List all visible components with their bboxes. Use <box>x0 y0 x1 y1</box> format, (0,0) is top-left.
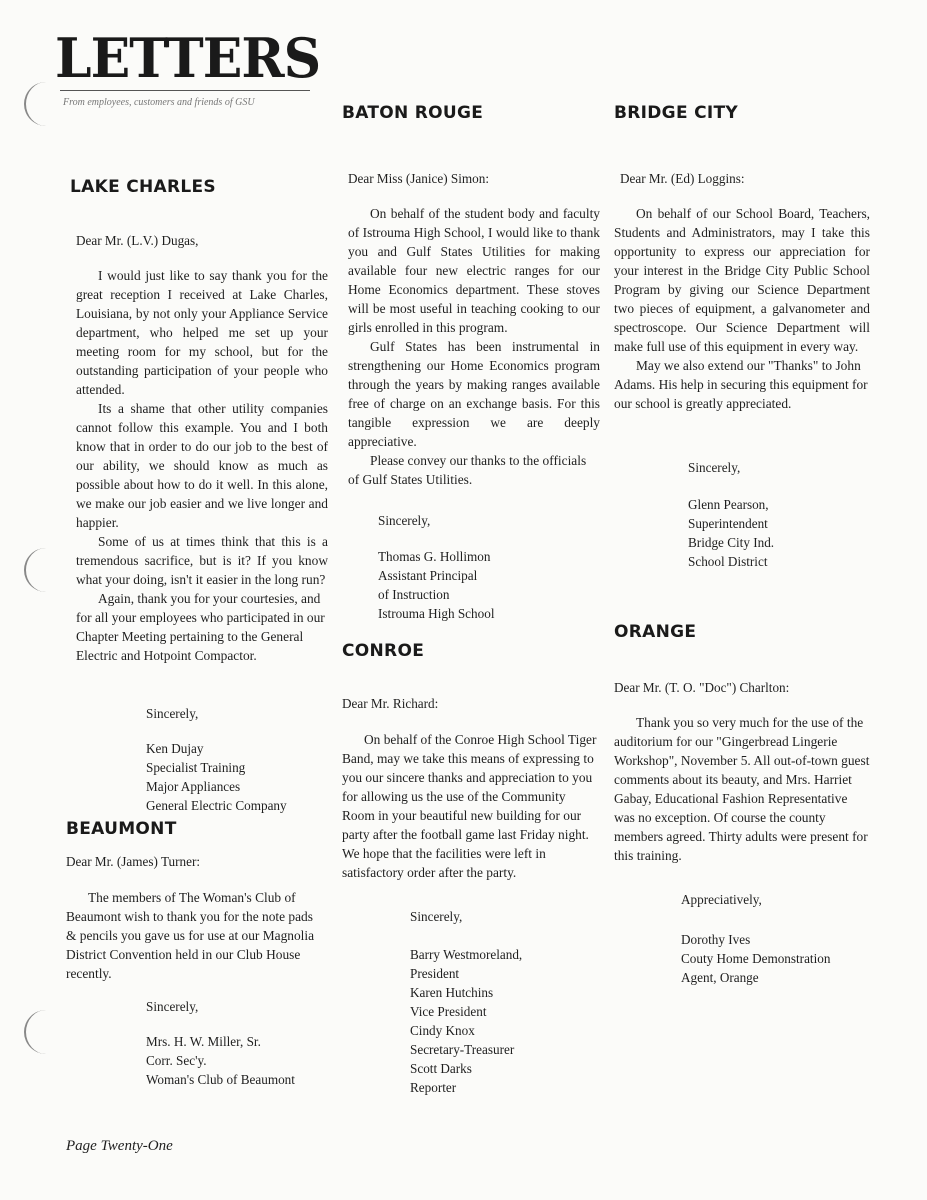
heading-beaumont: BEAUMONT <box>66 819 177 839</box>
signature <box>378 547 494 623</box>
signature-line: Barry Westmoreland, <box>410 947 523 962</box>
salutation: Dear Mr. (T. O. "Doc") Charlton: <box>614 680 790 695</box>
signature-line: Specialist Training <box>146 760 246 775</box>
letter-body <box>66 888 324 983</box>
paragraph: I would just like to say thank you for the great reception I received at Lake Charles, Louisiana, by not only your Appliance Service department, who helped me set up your meeting room for my school, but for the outstanding participation of your people who attended. <box>76 268 328 397</box>
letter-body <box>614 713 870 865</box>
signature-line: Karen Hutchins <box>410 985 494 1000</box>
paragraph: Please convey our thanks to the officials of Gulf States Utilities. <box>348 453 587 487</box>
paragraph: On behalf of the Conroe High School Tiger Band, may we take this means of expressing to you our sincere thanks and appreciation to you for allowing us the use of the Community Room in your beautiful new building for our party after the football game last Friday night. We hope that the facilities were left in satisfactory order after the party. <box>342 732 597 880</box>
signature-line: Ken Dujay <box>146 741 204 756</box>
signature-line: Assistant Principal <box>378 568 478 583</box>
heading-lake-charles: LAKE CHARLES <box>70 177 216 197</box>
heading-orange: ORANGE <box>614 622 697 642</box>
signature-line: Istrouma High School <box>378 606 495 621</box>
salutation: Dear Mr. Richard: <box>342 696 439 711</box>
binder-hole <box>24 548 48 592</box>
signature-line: Glenn Pearson, <box>688 497 769 512</box>
paragraph: The members of The Woman's Club of Beaumont wish to thank you for the note pads & pencils you gave us for use at our Magnolia District Convention held in our Club House recently. <box>66 890 315 981</box>
closing: Appreciatively, <box>681 892 762 907</box>
signature-line: President <box>410 966 460 981</box>
signature <box>681 930 830 987</box>
binder-hole <box>24 82 48 126</box>
signature-line: Bridge City Ind. <box>688 535 775 550</box>
signature-line: Woman's Club of Beaumont <box>146 1072 295 1087</box>
signature <box>146 1032 295 1089</box>
letter-body <box>342 730 598 882</box>
paragraph: Gulf States has been instrumental in strengthening our Home Economics program through the years by making ranges available free of charge on an exchange basis. For this tangible expression we are deeply appreciative. <box>348 339 600 449</box>
paragraph: May we also extend our "Thanks" to John Adams. His help in securing this equipment for our school is greatly appreciated. <box>614 358 868 411</box>
binder-hole <box>24 1010 48 1054</box>
signature-line: of Instruction <box>378 587 450 602</box>
signature-line: Corr. Sec'y. <box>146 1053 207 1068</box>
signature-line: Secretary-Treasurer <box>410 1042 515 1057</box>
signature-line: Superintendent <box>688 516 768 531</box>
letter-body <box>614 204 870 413</box>
signature-line: Reporter <box>410 1080 457 1095</box>
paragraph: Some of us at times think that this is a tremendous sacrifice, but is it? If you know what your doing, isn't it easier in the long run? <box>76 534 328 587</box>
signature-line: Major Appliances <box>146 779 241 794</box>
signature-line: General Electric Company <box>146 798 287 813</box>
heading-conroe: CONROE <box>342 641 425 661</box>
letter-body <box>76 266 328 665</box>
salutation: Dear Mr. (Ed) Loggins: <box>620 171 745 186</box>
salutation: Dear Miss (Janice) Simon: <box>348 171 490 186</box>
closing: Sincerely, <box>378 513 431 528</box>
paragraph: On behalf of our School Board, Teachers, Students and Administrators, may I take this opportunity to express our appreciation for your interest in the Bridge City Public School Program by giving our Science Department two pieces of equipment, a galvanometer and spectroscope. Our Science Department will make full use of this equipment in every way. <box>614 206 870 354</box>
signature-line: Vice President <box>410 1004 487 1019</box>
salutation: Dear Mr. (James) Turner: <box>66 854 201 869</box>
masthead-title: LETTERS <box>55 26 321 91</box>
paragraph: Again, thank you for your courtesies, and for all your employees who participated in our Chapter Meeting pertaining to the General Electric and Hotpoint Compactor. <box>76 591 325 663</box>
signature <box>410 945 522 1097</box>
masthead-rule <box>60 90 310 91</box>
letter-body <box>348 204 600 489</box>
salutation: Dear Mr. (L.V.) Dugas, <box>76 233 199 248</box>
closing: Sincerely, <box>688 460 741 475</box>
signature <box>146 739 287 815</box>
paragraph: Its a shame that other utility companies cannot follow this example. You and I both know that in order to do our job to the best of our ability, we should know as much as possible about how to do it well. In this alone, we make our job easier and we live longer and happier. <box>76 401 328 530</box>
signature-line: Scott Darks <box>410 1061 472 1076</box>
signature <box>688 495 774 571</box>
signature-line: Mrs. H. W. Miller, Sr. <box>146 1034 261 1049</box>
signature-line: Couty Home Demonstration <box>681 951 831 966</box>
signature-line: Agent, Orange <box>681 970 759 985</box>
heading-bridge-city: BRIDGE CITY <box>614 103 738 123</box>
page-number: Page Twenty-One <box>66 1138 173 1154</box>
heading-baton-rouge: BATON ROUGE <box>342 103 484 123</box>
signature-line: Thomas G. Hollimon <box>378 549 491 564</box>
masthead-subtitle: From employees, customers and friends of GSU <box>63 97 255 108</box>
paragraph: On behalf of the student body and faculty of Istrouma High School, I would like to thank you and Gulf States Utilities for making available four new electric ranges for our Home Economics department. These stoves will be most useful in teaching cooking to our girls enrolled in this program. <box>348 206 600 335</box>
closing: Sincerely, <box>410 909 463 924</box>
closing: Sincerely, <box>146 706 199 721</box>
paragraph: Thank you so very much for the use of the auditorium for our "Gingerbread Lingerie Workshop", November 5. All out-of-town guest comments about its beauty, and Mrs. Harriet Gabay, Educational Fashion Representative was no exception. Of course the county members agreed. Thirty adults were present for this training. <box>614 715 870 863</box>
signature-line: School District <box>688 554 768 569</box>
closing: Sincerely, <box>146 999 199 1014</box>
signature-line: Cindy Knox <box>410 1023 475 1038</box>
signature-line: Dorothy Ives <box>681 932 751 947</box>
